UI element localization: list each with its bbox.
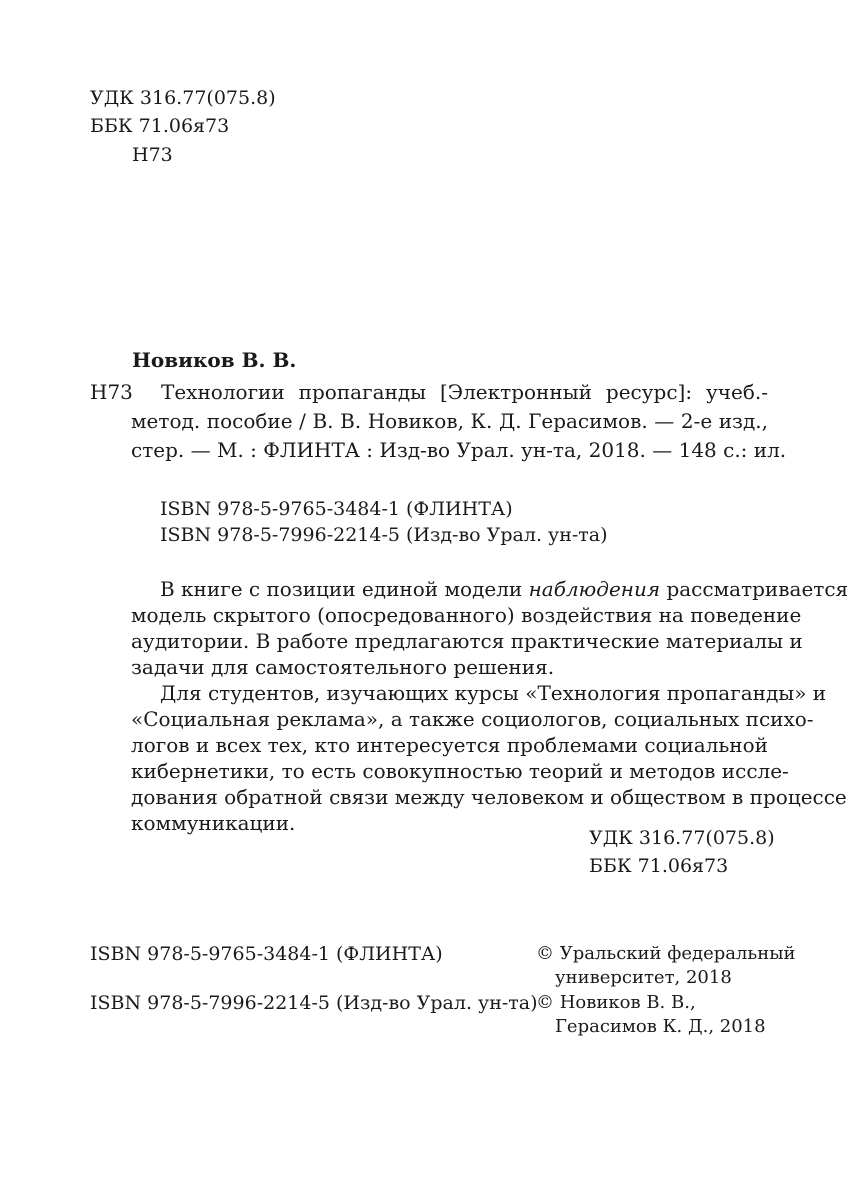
annotation-line-3: аудитории. В работе предлагаются практические материалы и [131,629,803,653]
author-mark: Н73 [90,380,133,404]
annotation-line-1-start: В книге с позиции единой модели [160,577,529,601]
entry-line-2: метод. пособие / В. В. Новиков, К. Д. Герасимов. — 2-е изд., [131,409,768,433]
entry-line-1: Технологии пропаганды [Электронный ресурс]: учеб.- [161,380,768,404]
copyright-university-year: университет, 2018 [555,967,732,988]
annotation-line-4: задачи для самостоятельного решения. [131,655,555,679]
udk-bottom: УДК 316.77(075.8) [589,827,775,849]
annotation-line-2: модель скрытого (опосредованного) воздействия на поведение [131,603,802,627]
author-mark-top: Н73 [132,144,173,166]
isbn-flinta: ISBN 978-5-9765-3484-1 (ФЛИНТА) [160,498,513,520]
bbk-bottom: ББК 71.06я73 [589,855,729,877]
udk-top: УДК 316.77(075.8) [90,87,276,109]
annotation-line-9: дования обратной связи между человеком и обществом в процессе [131,785,847,809]
copyright-authors-year: Герасимов К. Д., 2018 [555,1016,766,1037]
annotation-line-1-end: рассматривается [660,577,849,601]
entry-line-3: стер. — М. : ФЛИНТА : Изд-во Урал. ун-та, 2018. — 148 с.: ил. [131,438,787,462]
annotation-line-10: коммуникации. [131,811,296,835]
footer-isbn-flinta: ISBN 978-5-9765-3484-1 (ФЛИНТА) [90,943,443,965]
annotation-line-8: кибернетики, то есть совокупностью теорий и методов иссле- [131,759,789,783]
annotation-line-7: логов и всех тех, кто интересуется проблемами социальной [131,733,768,757]
bbk-top: ББК 71.06я73 [90,115,230,137]
copyright-authors: © Новиков В. В., [536,992,696,1013]
footer-isbn-ural: ISBN 978-5-7996-2214-5 (Изд-во Урал. ун-та) [90,992,538,1014]
isbn-ural: ISBN 978-5-7996-2214-5 (Изд-во Урал. ун-та) [160,524,608,546]
copyright-university: © Уральский федеральный [536,943,796,964]
annotation-italic: наблюдения [528,577,661,601]
annotation-line-6: «Социальная реклама», а также социологов, социальных психо- [131,707,814,731]
annotation-line-5: Для студентов, изучающих курсы «Технология пропаганды» и [160,681,827,705]
author-heading: Новиков В. В. [132,348,297,372]
